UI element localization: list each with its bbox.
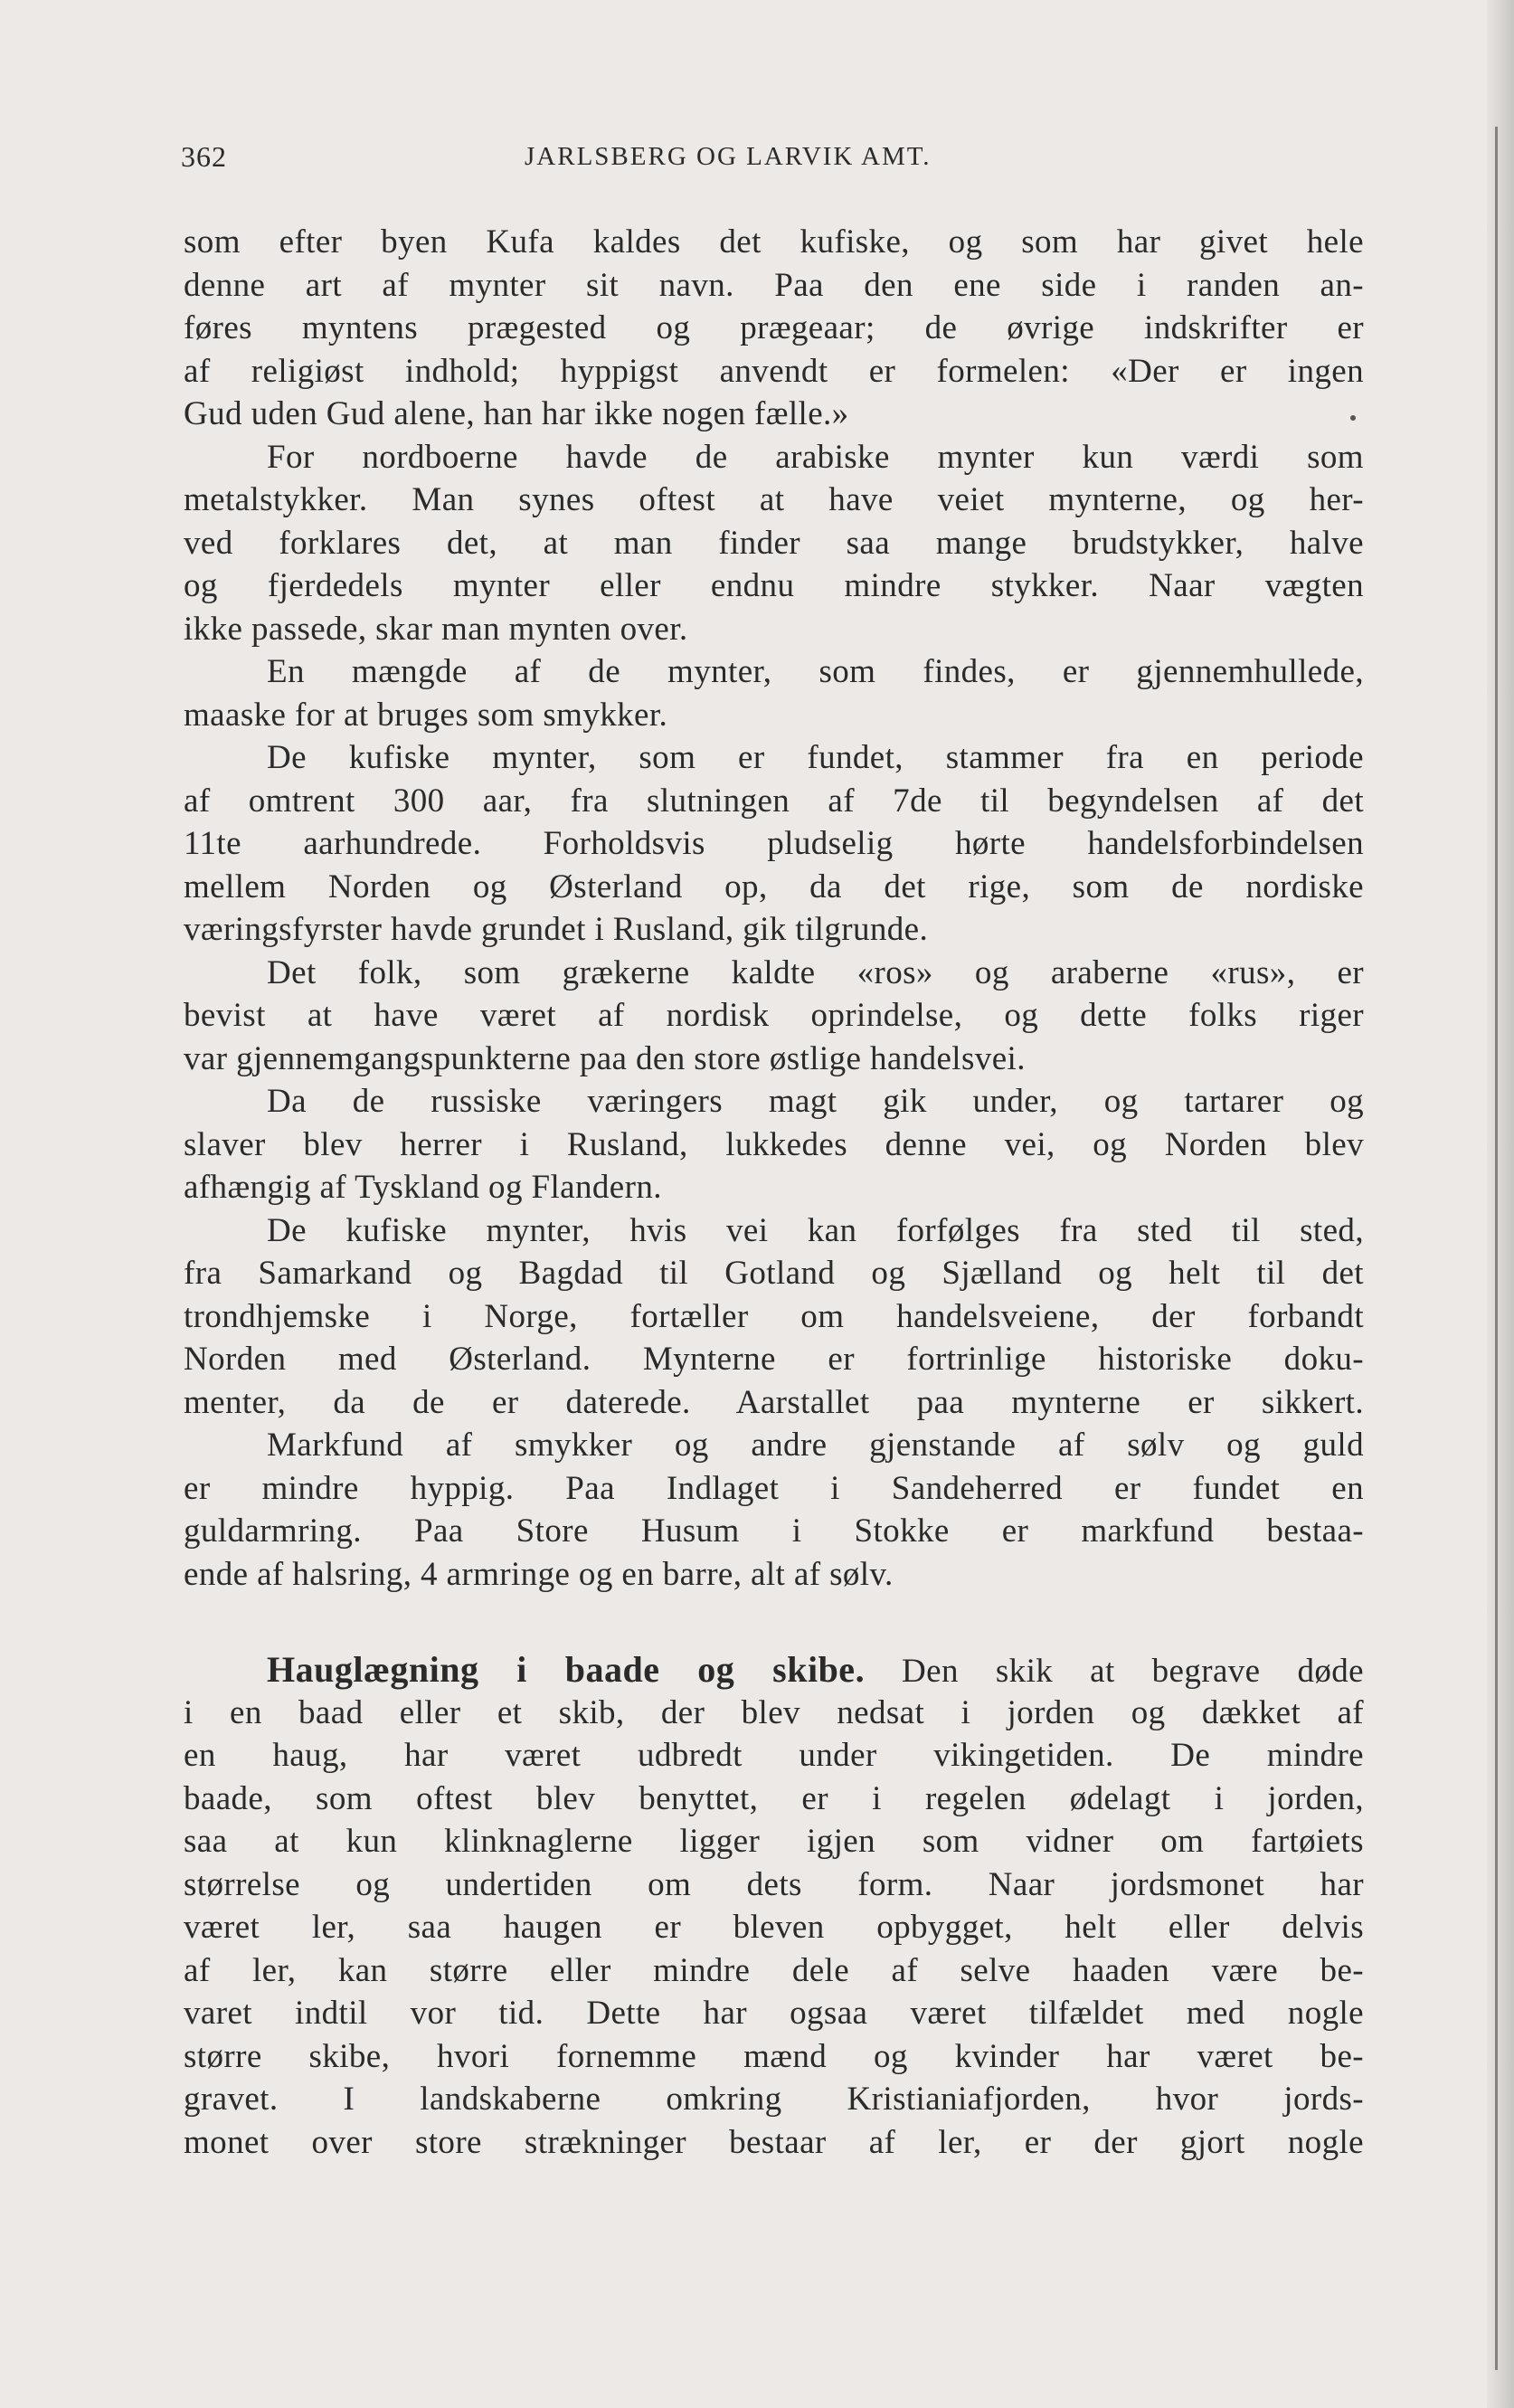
- page-edge: [1487, 0, 1514, 2408]
- body-text: [184, 221, 1364, 2164]
- text-line: Da de russiske væringers magt gik under, og tartarer og: [267, 1083, 1364, 1120]
- text-line: 11te aarhundrede. Forholdsvis pludselig hørte handelsforbindelsen: [184, 825, 1364, 862]
- text-line: og fjerdedels mynter eller endnu mindre stykker. Naar vægten: [184, 567, 1364, 604]
- text-line: slaver blev herrer i Rusland, lukkedes denne vei, og Norden blev: [184, 1125, 1364, 1163]
- text-line: som efter byen Kufa kaldes det kufiske, og som har givet hele: [184, 223, 1364, 261]
- text-line: væringsfyrster havde grundet i Rusland, gik tilgrunde.: [184, 911, 929, 948]
- text-line: denne art af mynter sit navn. Paa den ene side i randen an-: [184, 266, 1364, 304]
- text-line: metalstykker. Man synes oftest at have veiet mynterne, og her-: [184, 481, 1364, 518]
- text-line: ende af halsring, 4 armringe og en barre, alt af sølv.: [184, 1555, 894, 1593]
- text-line: i en baad eller et skib, der blev nedsat i jorden og dækket af: [184, 1693, 1364, 1731]
- text-line: af ler, kan større eller mindre dele af selve haaden være be-: [184, 1951, 1364, 1989]
- section-first-line-text: Den skik at begrave døde: [902, 1653, 1364, 1690]
- text-line: afhængig af Tyskland og Flandern.: [184, 1169, 662, 1206]
- text-line: guldarmring. Paa Store Husum i Stokke er markfund bestaa-: [184, 1512, 1364, 1550]
- text-line: De kufiske mynter, hvis vei kan forfølges fra sted til sted,: [267, 1211, 1364, 1249]
- text-line: var gjennemgangspunkterne paa den store østlige handelsvei.: [184, 1039, 1026, 1077]
- text-line: ved forklares det, at man finder saa mange brudstykker, halve: [184, 524, 1364, 562]
- text-line: menter, da de er daterede. Aarstallet paa mynterne er sikkert.: [184, 1383, 1364, 1421]
- text-line: En mængde af de mynter, som findes, er gjennemhullede,: [267, 653, 1364, 690]
- text-line: For nordboerne havde de arabiske mynter kun værdi som: [267, 438, 1364, 476]
- text-line: er mindre hyppig. Paa Indlaget i Sandeherred er fundet en: [184, 1469, 1364, 1507]
- text-line: været ler, saa haugen er bleven opbygget, helt eller delvis: [184, 1909, 1364, 1946]
- text-line: monet over store strækninger bestaar af ler, er der gjort nogle: [184, 2123, 1364, 2161]
- text-line: ikke passede, skar man mynten over.: [184, 610, 688, 648]
- binding-line: [1495, 127, 1498, 2370]
- text-line: af religiøst indhold; hyppigst anvendt er formelen: «Der er ingen: [184, 352, 1364, 390]
- text-line: Gud uden Gud alene, han har ikke nogen fælle.»: [184, 395, 849, 432]
- page-number: 362: [181, 140, 227, 173]
- section-first-line: [184, 1648, 1364, 1692]
- running-title: JARLSBERG OG LARVIK AMT.: [525, 142, 932, 171]
- text-line: en haug, har været udbredt under vikingetiden. De mindre: [184, 1737, 1364, 1774]
- text-line: maaske for at bruges som smykker.: [184, 696, 668, 734]
- section-heading: Hauglægning i baade og skibe.: [267, 1649, 866, 1690]
- text-line: trondhjemske i Norge, fortæller om handelsveiene, der forbandt: [184, 1297, 1364, 1335]
- text-line: Markfund af smykker og andre gjenstande af sølv og guld: [267, 1427, 1364, 1464]
- text-line: størrelse og undertiden om dets form. Naar jordsmonet har: [184, 1865, 1364, 1903]
- page-header: [181, 140, 1375, 185]
- section-gap: [184, 1596, 1364, 1648]
- text-line: føres myntens prægested og prægeaar; de øvrige indskrifter er: [184, 309, 1364, 346]
- text-line: mellem Norden og Østerland op, da det rige, som de nordiske: [184, 867, 1364, 905]
- text-line: større skibe, hvori fornemme mænd og kvinder har været be-: [184, 2037, 1364, 2075]
- text-line: Norden med Østerland. Mynterne er fortrinlige historiske doku-: [184, 1341, 1364, 1378]
- text-line: varet indtil vor tid. Dette har ogsaa været tilfældet med nogle: [184, 1995, 1364, 2032]
- text-line: Det folk, som grækerne kaldte «ros» og araberne «rus», er: [267, 953, 1364, 991]
- text-line: bevist at have været af nordisk oprindelse, og dette folks riger: [184, 997, 1364, 1034]
- text-line: saa at kun klinknaglerne ligger igjen som vidner om fartøiets: [184, 1823, 1364, 1860]
- text-line: baade, som oftest blev benyttet, er i regelen ødelagt i jorden,: [184, 1779, 1364, 1817]
- text-line: fra Samarkand og Bagdad til Gotland og Sjælland og helt til det: [184, 1255, 1364, 1292]
- text-line: af omtrent 300 aar, fra slutningen af 7de til begyndelsen af det: [184, 782, 1364, 820]
- text-line: De kufiske mynter, som er fundet, stammer fra en periode: [267, 739, 1364, 776]
- text-line: gravet. I landskaberne omkring Kristianiafjorden, hvor jords-: [184, 2081, 1364, 2118]
